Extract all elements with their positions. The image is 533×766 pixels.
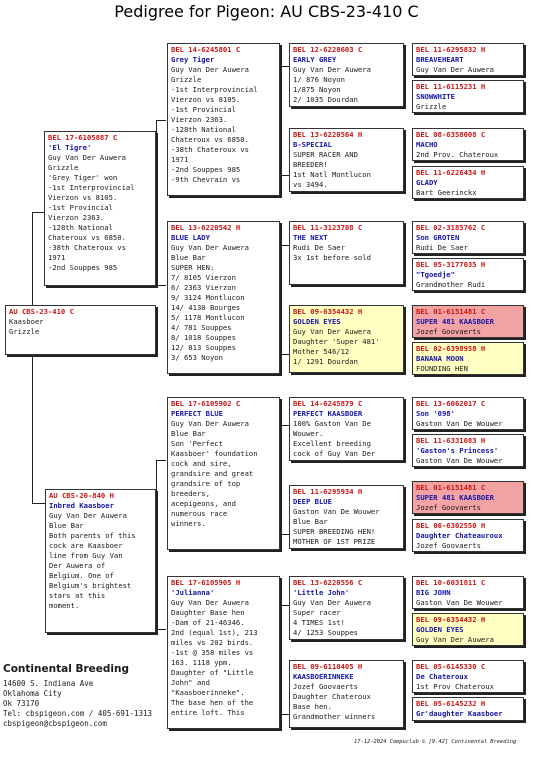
info-line: Guy Van Der Auwera xyxy=(293,598,371,607)
connector xyxy=(280,66,281,176)
info-line: Bart Geerinckx xyxy=(416,188,477,197)
grandparent-box[interactable] xyxy=(167,221,280,374)
info-line: -128th National xyxy=(48,223,113,232)
ring-number: AU CBS-20-840 H xyxy=(49,491,114,500)
ancestor-box[interactable] xyxy=(412,258,524,291)
info-line: Vierzon vs 8105. xyxy=(48,193,118,202)
info-line: moment. xyxy=(49,601,80,610)
ancestor-box[interactable] xyxy=(412,576,524,609)
info-line: Blue Bar xyxy=(293,517,328,526)
breeder-name: Continental Breeding xyxy=(3,663,129,675)
connector xyxy=(156,120,157,286)
connector xyxy=(156,460,166,461)
info-line: 'Grey Tiger' won xyxy=(48,173,118,182)
info-line: -1st Provincial xyxy=(171,105,236,114)
info-line: SUPER BREEDING HEN! xyxy=(293,527,376,536)
connector xyxy=(156,120,166,121)
info-line: cock and sire, xyxy=(171,459,232,468)
info-line: Rudi De Saer xyxy=(416,243,468,252)
info-line: 1/875 Noyon xyxy=(293,85,341,94)
pigeon-name: BREAVEHEART xyxy=(416,55,464,64)
pigeon-name: Son '098' xyxy=(416,409,455,418)
info-line: Gaston Van De Wouwer xyxy=(416,419,503,428)
connector xyxy=(404,692,405,723)
connector xyxy=(280,605,289,606)
info-line: Super racer xyxy=(293,608,341,617)
pigeon-name: De Chateroux xyxy=(416,672,468,681)
breeder-email: cbspigeon@cbspigeon.com xyxy=(3,719,107,728)
ancestor-box[interactable] xyxy=(412,342,524,375)
info-line: Vierzon vs 8105. xyxy=(171,95,241,104)
ring-number: BEL 14-6245879 C xyxy=(293,399,363,408)
ring-number: BEL 09-6354432 H xyxy=(416,615,486,624)
info-line: Belgium. One of xyxy=(49,571,114,580)
info-line: 100% Gaston Van De xyxy=(293,419,371,428)
info-line: grandsire and great xyxy=(171,469,254,478)
info-line: Mother 546/12 xyxy=(293,347,350,356)
connector xyxy=(404,243,405,274)
connector xyxy=(280,714,289,715)
info-line: Belgium's brightest xyxy=(49,581,132,590)
info-line: 4/ 781 Souppes xyxy=(171,323,232,332)
ancestor-box[interactable] xyxy=(412,166,524,199)
connector xyxy=(280,534,289,535)
ring-number: BEL 11-6226434 H xyxy=(416,168,486,177)
info-line: numerous race xyxy=(171,509,228,518)
info-line: 4/ 1253 Souppes xyxy=(293,628,358,637)
connector xyxy=(156,460,157,630)
connector xyxy=(280,175,289,176)
info-line: Guy Van Der Auwera xyxy=(416,635,494,644)
info-line: John" and xyxy=(171,678,210,687)
pigeon-name: MACHO xyxy=(416,140,438,149)
info-line: Gaston Van De Wouwer xyxy=(416,456,503,465)
ancestor-box[interactable] xyxy=(412,305,524,338)
connector xyxy=(280,245,289,246)
info-line: -128th National xyxy=(171,125,236,134)
pigeon-name: GOLDEN EYES xyxy=(416,625,464,634)
connector xyxy=(32,354,33,504)
breeder-state: Ok 73170 xyxy=(3,699,40,708)
info-line: breeders, xyxy=(171,489,210,498)
info-line: Jozef Goovaerts xyxy=(293,682,358,691)
info-line: entire loft. This xyxy=(171,708,245,717)
info-line: cock are Kaasboer xyxy=(49,541,123,550)
great-grandparent-box[interactable] xyxy=(289,128,404,192)
info-line: Blue Bar xyxy=(49,521,84,530)
info-line: Guy Van Der Auwera xyxy=(171,65,249,74)
info-line: Chateroux vs 6850. xyxy=(48,233,126,242)
info-line: 12/ 813 Souppes xyxy=(171,343,236,352)
ring-number: BEL 17-6105887 C xyxy=(48,133,118,142)
pigeon-name: 'Julianna' xyxy=(171,588,215,597)
ring-number: BEL 10-6031811 C xyxy=(416,578,486,587)
pigeon-name: PERFECT KAASBOER xyxy=(293,409,363,418)
info-line: SUPER RACER AND xyxy=(293,150,358,159)
pigeon-name: Son GROTEN xyxy=(416,233,460,242)
ancestor-box[interactable] xyxy=(412,613,524,646)
great-grandparent-box[interactable] xyxy=(289,660,404,728)
ancestor-box[interactable] xyxy=(412,43,524,76)
info-line: -1st Interprovincial xyxy=(171,85,258,94)
info-line: 4 TIMES 1st! xyxy=(293,618,345,627)
info-line: grandsire of top xyxy=(171,479,241,488)
ring-number: BEL 05-6145232 H xyxy=(416,699,486,708)
info-line: Grizzle xyxy=(48,163,79,172)
connector xyxy=(156,629,166,630)
connector xyxy=(404,332,405,363)
info-line: Base hen. xyxy=(293,702,332,711)
info-line: Kaasboer' foundation xyxy=(171,449,258,458)
subject-box[interactable] xyxy=(5,305,156,355)
info-line: Jozef Goovaerts xyxy=(416,503,481,512)
ring-number: BEL 17-6105902 C xyxy=(171,399,241,408)
info-line: 14/ 4130 Bourges xyxy=(171,303,241,312)
info-line: 1/ 1291 Dourdan xyxy=(293,357,358,366)
pigeon-name: DEEP BLUE xyxy=(293,497,332,506)
ancestor-box[interactable] xyxy=(412,80,524,113)
info-line: SUPER HEN: xyxy=(171,263,215,272)
pigeon-name: Daughter Chateauroux xyxy=(416,531,503,540)
page-title: Pedigree for Pigeon: AU CBS-23-410 C xyxy=(114,2,419,21)
info-line: 2/ 1035 Dourdan xyxy=(293,95,358,104)
pigeon-name: KAASBOERINNEKE xyxy=(293,672,354,681)
pigeon-name: THE NEXT xyxy=(293,233,328,242)
ring-number: BEL 02-3185762 C xyxy=(416,223,486,232)
ancestor-box[interactable] xyxy=(412,481,524,514)
info-line: -1st @ 358 miles vs xyxy=(171,648,254,657)
info-line: Chateroux vs 6850. xyxy=(171,135,249,144)
ring-number: BEL 09-6110405 H xyxy=(293,662,363,671)
info-line: Guy Van Der Auwera xyxy=(171,598,249,607)
info-line: 8/ 1018 Souppes xyxy=(171,333,236,342)
pigeon-name: 'Little John' xyxy=(293,588,350,597)
info-line: Wouwer. xyxy=(293,429,324,438)
info-line: -2nd Souppes 985 xyxy=(48,263,118,272)
connector xyxy=(32,503,46,504)
connector xyxy=(404,603,405,634)
info-line: line from Guy Van xyxy=(49,551,123,560)
great-grandparent-box[interactable] xyxy=(289,485,404,549)
info-line: 2nd (equal 1st), 213 xyxy=(171,628,258,637)
info-line: -38th Chateroux vs xyxy=(48,243,126,252)
ring-number: BEL 02-6398958 H xyxy=(416,344,486,353)
pigeon-name: BIG JOHN xyxy=(416,588,451,597)
ring-number: BEL 01-6151481 C xyxy=(416,483,486,492)
info-line: cock of Guy Van Der xyxy=(293,449,376,458)
info-line: -2nd Souppes 985 xyxy=(171,165,241,174)
connector xyxy=(404,512,405,543)
pigeon-name: "Tgoedje" xyxy=(416,270,455,279)
info-line: -Dam of 21-46346. xyxy=(171,618,245,627)
info-line: miles vs 202 birds. xyxy=(171,638,254,647)
pigeon-name: Gr'daughter Kaasboer xyxy=(416,709,503,718)
great-grandparent-box[interactable] xyxy=(289,305,404,373)
pigeon-name: EARLY GREY xyxy=(293,55,337,64)
info-line: Grandmother winners xyxy=(293,712,376,721)
info-line: Jozef Goovaerts xyxy=(416,541,481,550)
info-line: Excellent breeding xyxy=(293,439,371,448)
info-line: Guy Van Der Auwera xyxy=(48,153,126,162)
info-line: Der Auwera of xyxy=(49,561,106,570)
info-line: Guy Van Der Auwera xyxy=(49,511,127,520)
sire-box[interactable] xyxy=(44,131,156,286)
info-line: winners. xyxy=(171,519,206,528)
info-line: Daughter of "Little xyxy=(171,668,254,677)
connector xyxy=(32,212,33,306)
info-line: BREEDER! xyxy=(293,160,328,169)
info-line: Daughter Chateroux xyxy=(293,692,371,701)
info-line: Grizzle xyxy=(9,327,40,336)
connector xyxy=(156,285,166,286)
ring-number: BEL 11-6295934 H xyxy=(293,487,363,496)
info-line: 3x 1st before sold xyxy=(293,253,371,262)
pigeon-name: Grey Tiger xyxy=(171,55,215,64)
ring-number: AU CBS-23-410 C xyxy=(9,307,74,316)
info-line: FOUNDING HEN xyxy=(416,364,468,373)
ancestor-box[interactable] xyxy=(412,221,524,254)
info-line: Guy Van Der Auwera xyxy=(293,65,371,74)
ancestor-box[interactable] xyxy=(412,128,524,161)
pigeon-name: BLUE LADY xyxy=(171,233,210,242)
info-line: "Kaasboerinneke". xyxy=(171,688,245,697)
pigeon-name: 'El Tigre' xyxy=(48,143,92,152)
ring-number: BEL 08-6358008 C xyxy=(416,130,486,139)
info-line: Jozef Goovaerts xyxy=(416,327,481,336)
connector xyxy=(404,423,405,454)
info-line: Guy Van Der Auwera xyxy=(416,65,494,74)
ring-number: BEL 13-6062017 C xyxy=(416,399,486,408)
connector xyxy=(404,152,405,183)
pigeon-name: SUPER 481 KAASBOER xyxy=(416,493,494,502)
breeder-info xyxy=(3,664,152,729)
ring-number: BEL 11-3123708 C xyxy=(293,223,363,232)
ring-number: BEL 14-6245801 C xyxy=(171,45,241,54)
info-line: 9/ 3124 Montlucon xyxy=(171,293,245,302)
info-line: 3/ 653 Noyon xyxy=(171,353,223,362)
great-grandparent-box[interactable] xyxy=(289,576,404,640)
info-line: Blue Bar xyxy=(171,253,206,262)
breeder-city: Oklahoma City xyxy=(3,689,62,698)
info-line: Both parents of this xyxy=(49,531,136,540)
info-line: Guy Van Der Auwera xyxy=(171,243,249,252)
ancestor-box[interactable] xyxy=(412,660,524,693)
breeder-phone: Tel: cbspigeon.com / 405-691-1313 xyxy=(3,709,153,718)
ring-number: BEL 13-6220556 C xyxy=(293,578,363,587)
info-line: vs 3494. xyxy=(293,180,328,189)
info-line: 1st Natl Montlucon xyxy=(293,170,371,179)
pigeon-name: GLADY xyxy=(416,178,438,187)
breeder-address: 14600 S. Indiana Ave xyxy=(3,679,94,688)
info-line: Grizzle xyxy=(171,75,202,84)
info-line: Vierzon 2363. xyxy=(171,115,228,124)
info-line: MOTHER OF 1ST PRIZE xyxy=(293,537,376,546)
great-grandparent-box[interactable] xyxy=(289,397,404,461)
ring-number: BEL 05-6145330 C xyxy=(416,662,486,671)
connector xyxy=(280,245,281,355)
connector xyxy=(280,425,289,426)
info-line: 1/ 876 Noyon xyxy=(293,75,345,84)
ring-number: BEL 12-6228603 C xyxy=(293,45,363,54)
info-line: Vierzon 2363. xyxy=(48,213,105,222)
info-line: 1971 xyxy=(171,155,189,164)
info-line: 6/ 2363 Vierzon xyxy=(171,283,236,292)
pigeon-name: GOLDEN EYES xyxy=(293,317,341,326)
ring-number: BEL 11-6115231 H xyxy=(416,82,486,91)
info-line: -1st Provincial xyxy=(48,203,113,212)
info-line: Gaston Van De Wouwer xyxy=(293,507,380,516)
info-line: Daughter 'Super 481' xyxy=(293,337,380,346)
pigeon-name: SNOWWHITE xyxy=(416,92,455,101)
info-line: Kaasboer xyxy=(9,317,44,326)
ring-number: BEL 09-6354432 H xyxy=(293,307,363,316)
info-line: Son 'Perfect xyxy=(171,439,223,448)
ring-number: BEL 13-6220564 H xyxy=(293,130,363,139)
great-grandparent-box[interactable] xyxy=(289,43,404,107)
pigeon-name: 'Gaston's Princess' xyxy=(416,446,499,455)
connector xyxy=(404,64,405,95)
info-line: Blue Bar xyxy=(171,429,206,438)
dam-box[interactable] xyxy=(45,489,156,633)
connector xyxy=(280,605,281,715)
info-line: 163. 1118 ypm. xyxy=(171,658,232,667)
info-line: -1st Interprovincial xyxy=(48,183,135,192)
info-line: Gaston Van De Wouwer xyxy=(416,598,503,607)
ancestor-box[interactable] xyxy=(412,397,524,430)
info-line: stars at this xyxy=(49,591,106,600)
ring-number: BEL 06-6302550 H xyxy=(416,521,486,530)
info-line: The base hen of the xyxy=(171,698,254,707)
ancestor-box[interactable] xyxy=(412,519,524,552)
footer-note: 17-12-2024 Compuclub © [9.42] Continental Breeding xyxy=(354,739,517,745)
pigeon-name: B-SPECIAL xyxy=(293,140,332,149)
info-line: Guy Van Der Auwera xyxy=(293,327,371,336)
pigeon-name: Inbred Kaasboer xyxy=(49,501,114,510)
pigeon-name: BANANA MOON xyxy=(416,354,464,363)
ring-number: BEL 11-6295832 H xyxy=(416,45,486,54)
info-line: Rudi De Saer xyxy=(293,243,345,252)
pigeon-name: PERFECT BLUE xyxy=(171,409,223,418)
ancestor-box[interactable] xyxy=(412,697,524,721)
ring-number: BEL 11-6331083 H xyxy=(416,436,486,445)
info-line: -38th Chateroux vs xyxy=(171,145,249,154)
great-grandparent-box[interactable] xyxy=(289,221,404,285)
ring-number: BEL 13-6220542 H xyxy=(171,223,241,232)
info-line: 1st Prov Chateroux xyxy=(416,682,494,691)
connector xyxy=(280,425,281,535)
grandparent-box[interactable] xyxy=(167,43,280,196)
ring-number: BEL 17-6105905 H xyxy=(171,578,241,587)
info-line: 7/ 8105 Vierzon xyxy=(171,273,236,282)
info-line: 5/ 1178 Montlucon xyxy=(171,313,245,322)
ancestor-box[interactable] xyxy=(412,434,524,467)
info-line: -9th Chevrain vs xyxy=(171,175,241,184)
info-line: 1971 xyxy=(48,253,66,262)
info-line: acepigeons, and xyxy=(171,499,236,508)
grandparent-box[interactable] xyxy=(167,397,280,550)
info-line: 2nd Prov. Chateroux xyxy=(416,150,499,159)
info-line: Grizzle xyxy=(416,102,447,111)
connector xyxy=(280,66,289,67)
ring-number: BEL 05-3177035 H xyxy=(416,260,486,269)
ring-number: BEL 01-6151481 C xyxy=(416,307,486,316)
info-line: Grandmother Rudi xyxy=(416,280,486,289)
info-line: Guy Van Der Auwera xyxy=(171,419,249,428)
connector xyxy=(280,354,289,355)
pigeon-name: SUPER 481 KAASBOER xyxy=(416,317,494,326)
info-line: Daughter Base hen xyxy=(171,608,245,617)
grandparent-box[interactable] xyxy=(167,576,280,729)
